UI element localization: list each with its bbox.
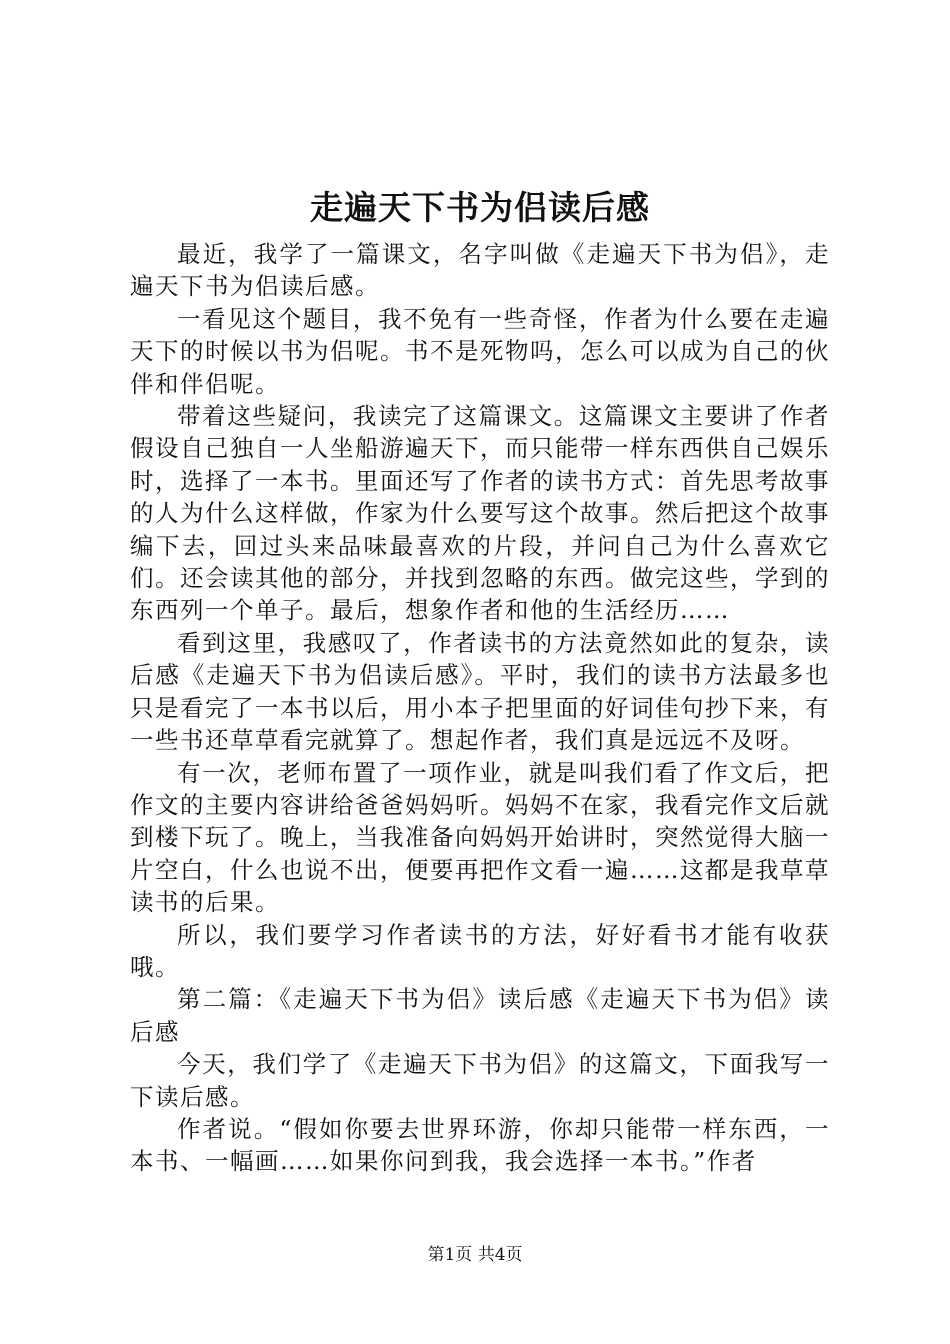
document-title: 走遍天下书为侣读后感 <box>310 188 650 227</box>
paragraph: 作者说。“假如你要去世界环游，你却只能带一样东西，一本书、一幅画……如果你问到我，我会选择一本书。”作者 <box>130 1114 830 1176</box>
paragraph: 有一次，老师布置了一项作业，就是叫我们看了作文后，把作文的主要内容讲给爸爸妈妈听。妈妈不在家，我看完作文后就到楼下玩了。晚上，当我准备向妈妈开始讲时，突然觉得大脑一片空白，什么也说不出，便要再把作文看一遍……这都是我草草读书的后果。 <box>130 758 830 917</box>
paragraph: 最近，我学了一篇课文，名字叫做《走遍天下书为侣》，走遍天下书为侣读后感。 <box>130 240 830 301</box>
paragraph: 一看见这个题目，我不免有一些奇怪，作者为什么要在走遍天下的时候以书为侣呢。书不是死物吗，怎么可以成为自己的伙伴和伴侣呢。 <box>130 304 830 398</box>
paragraph: 所以，我们要学习作者读书的方法，好好看书才能有收获哦。 <box>130 920 830 981</box>
paragraph: 今天，我们学了《走遍天下书为侣》的这篇文，下面我写一下读后感。 <box>130 1050 830 1111</box>
paragraph: 第二篇：《走遍天下书为侣》读后感《走遍天下书为侣》读后感 <box>130 985 830 1046</box>
page-footer: 第1页 共4页 <box>427 1245 523 1265</box>
paragraph: 看到这里，我感叹了，作者读书的方法竟然如此的复杂，读后感《走遍天下书为侣读后感》。平时，我们的读书方法最多也只是看完了一本书以后，用小本子把里面的好词佳句抄下来，有一些书还草草看完就算了。想起作者，我们真是远远不及呀。 <box>130 628 830 755</box>
paragraph: 带着这些疑问，我读完了这篇课文。这篇课文主要讲了作者假设自己独自一人坐船游遍天下，而只能带一样东西供自己娱乐时，选择了一本书。里面还写了作者的读书方式：首先思考故事的人为什么这样做，作家为什么要写这个故事。然后把这个故事编下去，回过头来品味最喜欢的片段，并问自己为什么喜欢它们。还会读其他的部分，并找到忽略的东西。做完这些，学到的东西列一个单子。最后，想象作者和他的生活经历…… <box>130 402 830 625</box>
document-body <box>130 238 830 1178</box>
